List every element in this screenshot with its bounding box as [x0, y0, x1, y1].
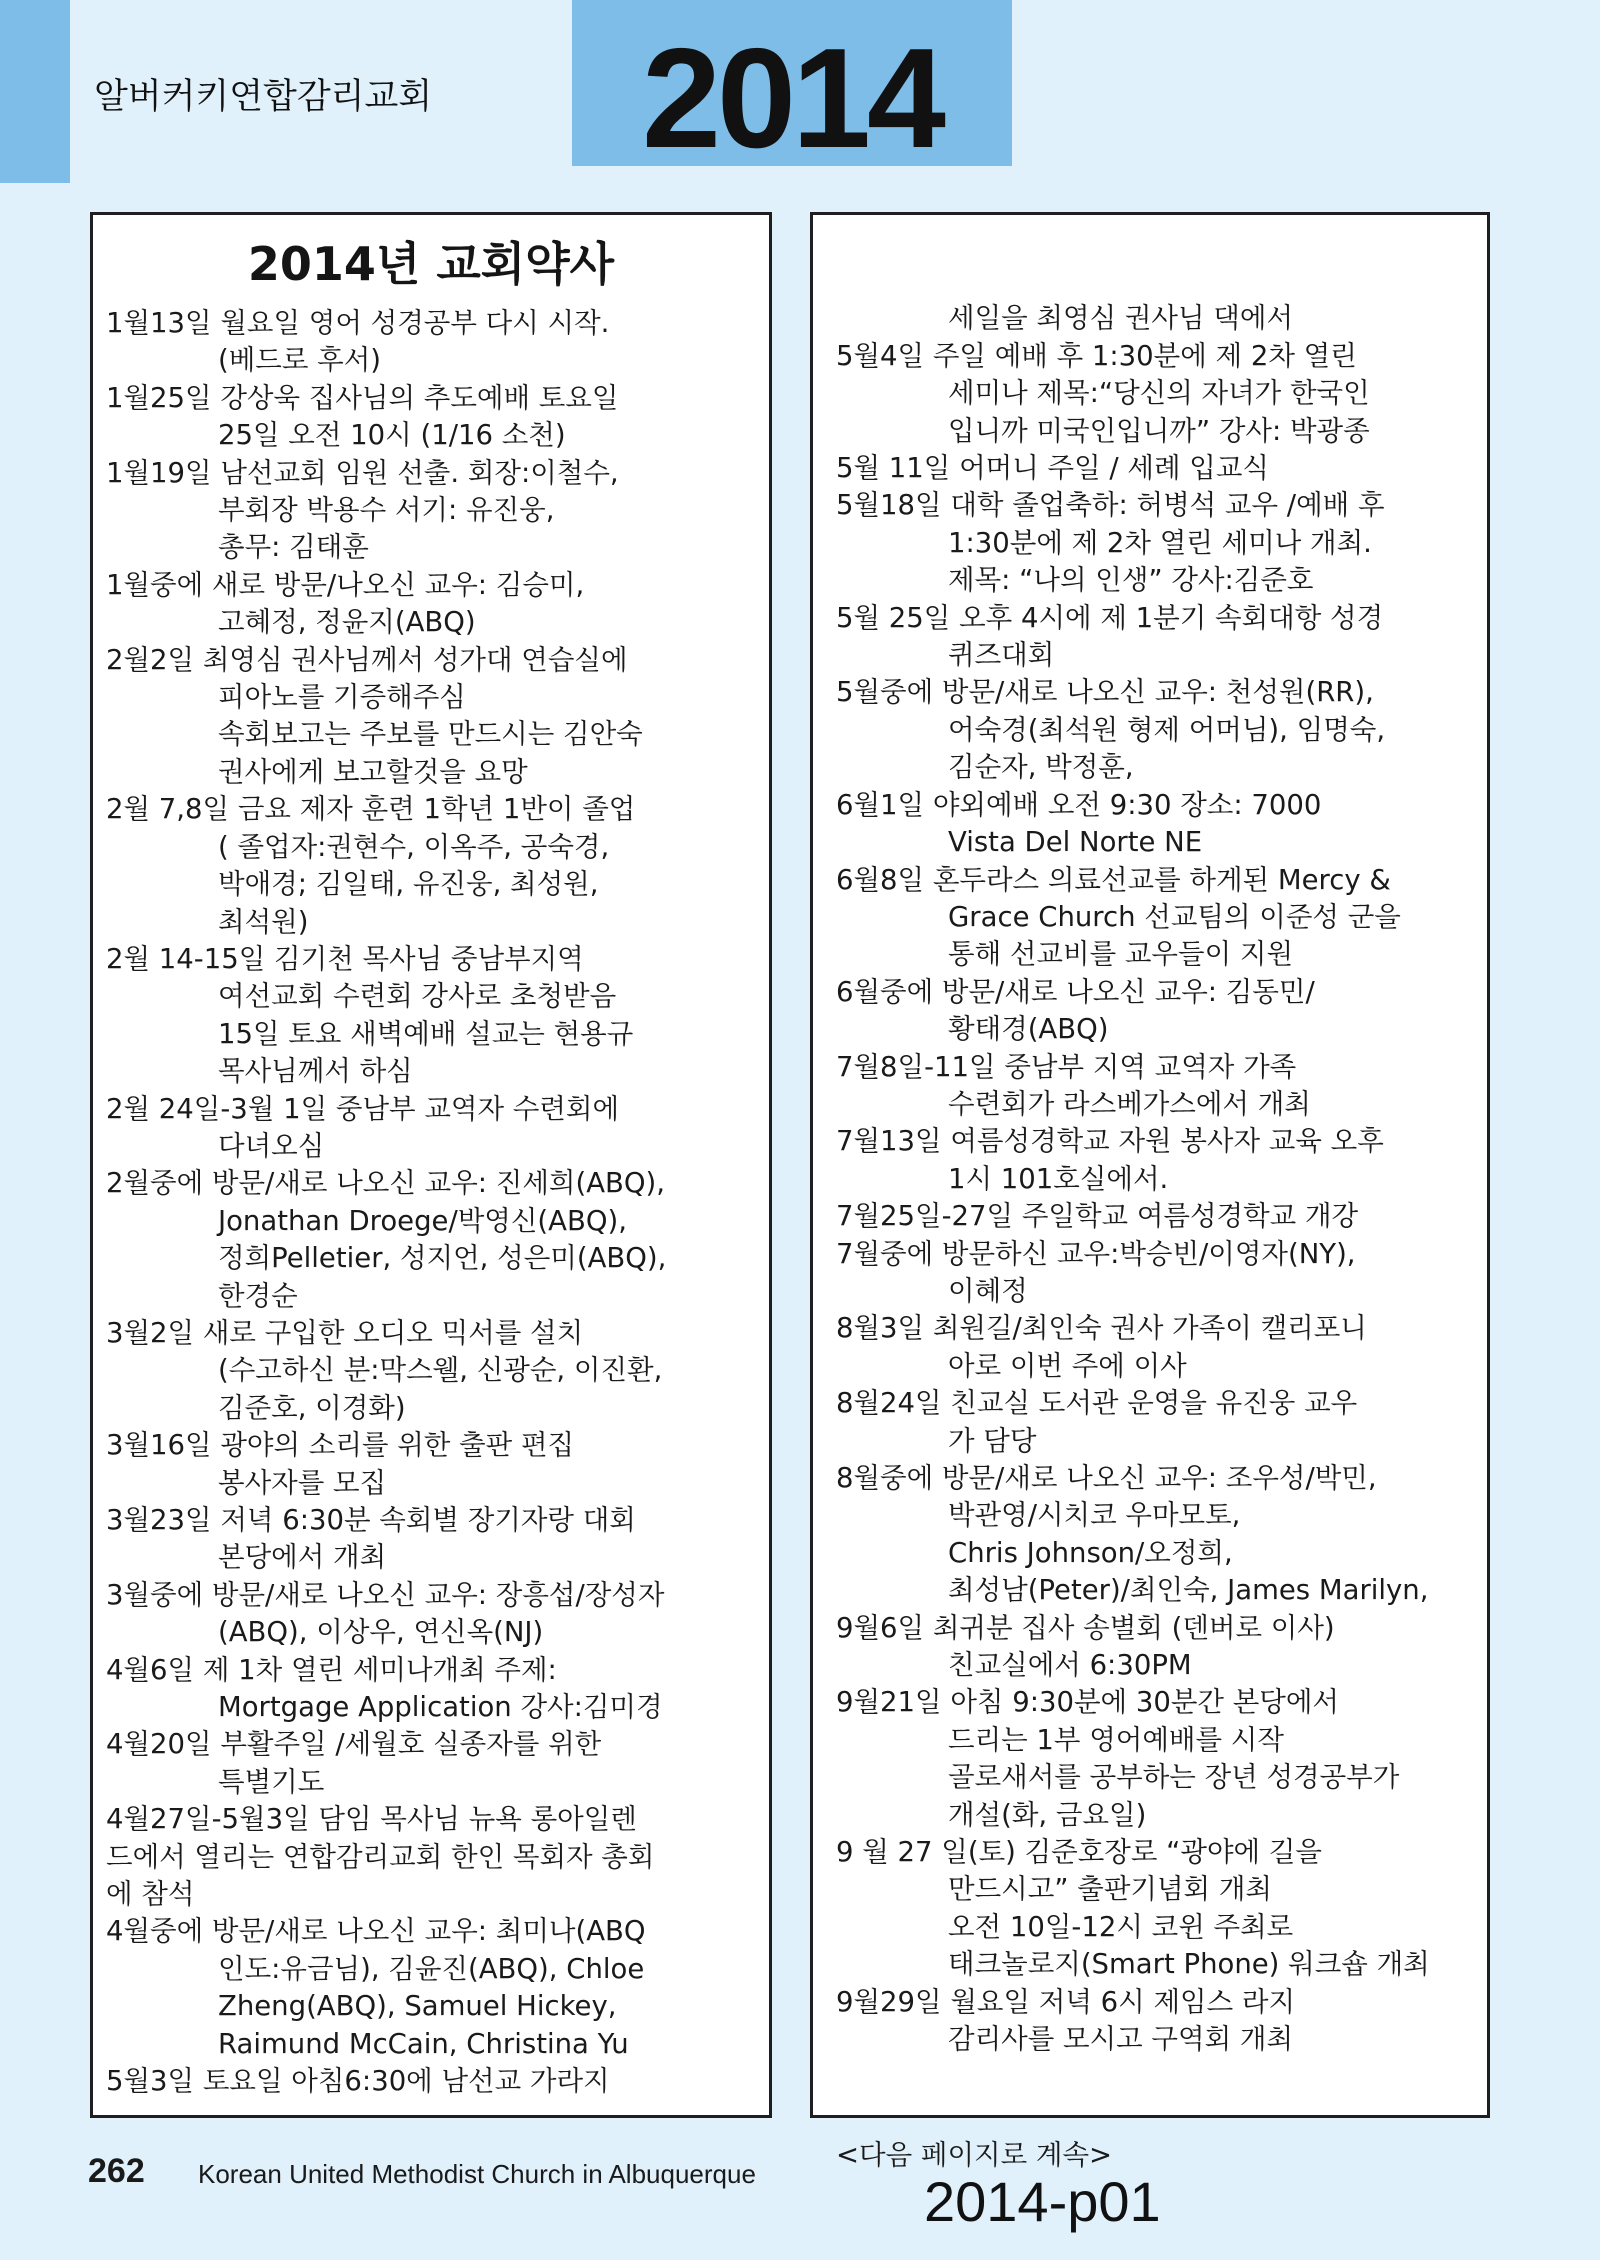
history-entry [836, 1834, 1487, 1984]
entry-line: (수고하신 분:막스웰, 신광순, 이진환, [218, 1354, 663, 1387]
entry-line: 9월29일 월요일 저녁 6시 제임스 라지 [836, 1985, 1296, 2018]
entry-line: 속회보고는 주보를 만드시는 김안숙 [218, 718, 643, 751]
entry-line: 1월13일 월요일 영어 성경공부 다시 시작. [106, 307, 610, 339]
history-entry [106, 1726, 763, 1801]
entry-line: 최성남(Peter)/최인숙, James Marilyn, [948, 1574, 1429, 1607]
entry-line: 5월4일 주일 예배 후 1:30분에 제 2차 열린 [836, 339, 1357, 372]
history-entry [836, 1123, 1487, 1198]
history-entry [836, 674, 1487, 786]
history-entry [836, 263, 1487, 338]
entry-line: 5월 25일 오후 4시에 제 1분기 속회대항 성경 [836, 601, 1384, 634]
entry-line: 어숙경(최석원 형제 어머님), 임명숙, [948, 713, 1386, 746]
entry-line: 최석원) [218, 905, 309, 938]
history-entry [106, 1091, 763, 1166]
history-entry [836, 1310, 1487, 1385]
entry-line: 고혜정, 정윤지(ABQ) [218, 606, 476, 639]
history-entry [836, 338, 1487, 450]
entry-line: 5월 11일 어머니 주일 / 세례 입교식 [836, 452, 1269, 485]
entry-line: Chris Johnson/오정희, [948, 1536, 1233, 1569]
entry-line: 입니까 미국인입니까” 강사: 박광종 [948, 414, 1370, 447]
page-id: 2014-p01 [924, 2170, 1161, 2233]
year-title: 2014 [642, 19, 942, 178]
entry-line: 여선교회 수련회 강사로 초청받음 [218, 980, 617, 1013]
entry-line: 제목: “나의 인생” 강사:김준호 [948, 564, 1314, 597]
entry-line: 특별기도 [218, 1765, 325, 1798]
entry-line: 7월25일-27일 주일학교 여름성경학교 개강 [836, 1200, 1359, 1233]
history-entry [106, 305, 763, 380]
entry-line: 3월16일 광야의 소리를 위한 출판 편집 [106, 1429, 575, 1462]
entry-line: 정희Pelletier, 성지언, 성은미(ABQ), [218, 1242, 667, 1275]
history-entry [106, 1502, 763, 1577]
entry-line: 부회장 박용수 서기: 유진웅, [218, 494, 555, 527]
entry-line: 6월8일 혼두라스 의료선교를 하게된 Mercy & [836, 863, 1391, 896]
entry-line: 목사님께서 하심 [218, 1055, 413, 1088]
entry-line: 한경순 [218, 1279, 298, 1312]
entry-line: 통해 선교비를 교우들이 지원 [948, 938, 1294, 971]
entry-line: 총무: 김태훈 [218, 531, 369, 564]
entry-line: 1월19일 남선교회 임원 선출. 회장:이철수, [106, 456, 619, 489]
entry-line: 25일 오전 10시 (1/16 소천) [218, 419, 566, 452]
entry-line: 가 담당 [948, 1424, 1037, 1457]
entry-line: 오전 10일-12시 코윈 주최로 [948, 1910, 1294, 1943]
entry-line: 3월중에 방문/새로 나오신 교우: 장흥섭/장성자 [106, 1578, 665, 1611]
history-entry [106, 2063, 763, 2100]
entry-line: 5월3일 토요일 아침6:30에 남선교 가라지 [106, 2065, 610, 2098]
entry-line: 황태경(ABQ) [948, 1013, 1109, 1046]
history-entry [836, 1385, 1487, 1460]
history-entry [836, 1198, 1487, 1235]
history-entry [836, 450, 1487, 487]
history-entry [106, 1165, 763, 1315]
entry-line: 8월중에 방문/새로 나오신 교우: 조우성/박민, [836, 1462, 1377, 1494]
entry-line: (베드로 후서) [218, 344, 382, 377]
history-entry [836, 787, 1487, 862]
entry-line: 9월6일 최귀분 집사 송별회 (덴버로 이사) [836, 1611, 1335, 1644]
entry-line: 박관영/시치코 우마모토, [948, 1499, 1241, 1532]
history-entry [106, 941, 763, 1091]
entry-line: 3월2일 새로 구입한 오디오 믹서를 설치 [106, 1316, 584, 1349]
entry-line: 세미나 제목:“당신의 자녀가 한국인 [948, 377, 1370, 410]
entry-line: 5월중에 방문/새로 나오신 교우: 천성원(RR), [836, 676, 1374, 709]
entry-line: 2월 24일-3월 1일 중남부 교역자 수련회에 [106, 1092, 620, 1125]
entry-line: Mortgage Application 강사:김미경 [218, 1691, 663, 1724]
history-entry [836, 974, 1487, 1049]
history-entry [106, 380, 763, 455]
entry-line: 피아노를 기증해주심 [218, 681, 466, 714]
entry-line: 드에서 열리는 연합감리교회 한인 목회자 총회 [106, 1840, 655, 1873]
entry-line: 2월 14-15일 김기천 목사님 중남부지역 [106, 942, 584, 975]
entry-line: 본당에서 개최 [218, 1541, 387, 1574]
church-name: 알버커키연합감리교회 [94, 77, 433, 117]
entry-line: 권사에게 보고할것을 요망 [218, 755, 528, 788]
history-entry [836, 1460, 1487, 1610]
entry-line: 태크놀로지(Smart Phone) 워크숍 개최 [948, 1948, 1430, 1981]
entry-line: 6월1일 야외예배 오전 9:30 장소: 7000 [836, 788, 1322, 821]
history-entry [106, 1577, 763, 1652]
entry-line: 드리는 1부 영어예배를 시작 [948, 1723, 1284, 1756]
entry-line: Jonathan Droege/박영신(ABQ), [218, 1204, 627, 1237]
entry-line: 감리사를 모시고 구역회 개최 [948, 2023, 1294, 2056]
entry-line: 아로 이번 주에 이사 [948, 1349, 1187, 1382]
entry-line: 4월중에 방문/새로 나오신 교우: 최미나(ABQ [106, 1915, 646, 1948]
entry-line: 개설(화, 금요일) [948, 1798, 1147, 1831]
entry-line: 7월8일-11일 중남부 지역 교역자 가족 [836, 1050, 1297, 1083]
entry-line: (ABQ), 이상우, 연신옥(NJ) [218, 1616, 544, 1649]
entry-line: 친교실에서 6:30PM [948, 1649, 1192, 1682]
entry-line: 2월중에 방문/새로 나오신 교우: 진세희(ABQ), [106, 1167, 665, 1200]
entry-line: Zheng(ABQ), Samuel Hickey, [218, 1990, 617, 2023]
entry-line: 5월18일 대학 졸업축하: 허병석 교우 /예배 후 [836, 489, 1385, 522]
history-entry [106, 455, 763, 567]
entry-line [836, 263, 1487, 300]
entry-line: 다녀오심 [218, 1129, 325, 1162]
history-entry [106, 1315, 763, 1427]
history-entry [836, 862, 1487, 974]
entry-line: 이혜정 [948, 1274, 1028, 1307]
history-entry [836, 1684, 1487, 1834]
history-entry [106, 1913, 763, 2063]
entry-line: 1:30분에 제 2차 열린 세미나 개최. [948, 526, 1372, 559]
entry-line: 7월중에 방문하신 교우:박승빈/이영자(NY), [836, 1237, 1356, 1270]
entry-line: 퀴즈대회 [948, 639, 1055, 672]
entry-line: 4월20일 부활주일 /세월호 실종자를 위한 [106, 1728, 602, 1761]
header-accent-strip [0, 0, 70, 183]
left-entry-list [93, 305, 769, 2101]
entry-line: Vista Del Norte NE [948, 826, 1203, 859]
history-entry [836, 1236, 1487, 1311]
entry-line: 2월 7,8일 금요 제자 훈련 1학년 1반이 졸업 [106, 793, 636, 826]
entry-line: 1월중에 새로 방문/나오신 교우: 김승미, [106, 568, 585, 601]
history-entry [106, 791, 763, 941]
entry-line: 김준호, 이경화) [218, 1391, 406, 1424]
entry-line: 1시 101호실에서. [948, 1162, 1169, 1195]
entry-line: 에 참석 [106, 1878, 195, 1911]
history-entry [106, 642, 763, 792]
right-entry-list [813, 215, 1487, 2059]
entry-line: 8월3일 최원길/최인숙 권사 가족이 캘리포니 [836, 1312, 1367, 1345]
history-title: 2014년 교회약사 [247, 237, 615, 291]
entry-line: 6월중에 방문/새로 나오신 교우: 김동민/ [836, 975, 1315, 1008]
history-entry [106, 1652, 763, 1727]
history-entry [106, 567, 763, 642]
entry-line: Grace Church 선교팀의 이준성 군을 [948, 900, 1401, 933]
entry-line: 15일 토요 새벽예배 설교는 현용규 [218, 1017, 634, 1050]
entry-line: ( 졸업자:권현수, 이옥주, 공숙경, [218, 830, 610, 863]
entry-line: 만드시고” 출판기념회 개최 [948, 1873, 1272, 1906]
history-entry [836, 1984, 1487, 2059]
entry-line: 7월13일 여름성경학교 자원 봉사자 교육 오후 [836, 1125, 1384, 1158]
history-entry [836, 1610, 1487, 1685]
entry-line: 4월6일 제 1차 열린 세미나개최 주제: [106, 1653, 557, 1686]
entry-line: 8월24일 친교실 도서관 운영을 유진웅 교우 [836, 1387, 1358, 1420]
history-entry [836, 1049, 1487, 1124]
entry-line: 골로새서를 공부하는 장년 성경공부가 [948, 1761, 1400, 1794]
continued-note: <다음 페이지로 계속> [836, 2138, 1113, 2171]
history-entry [836, 600, 1487, 675]
history-entry [106, 1801, 763, 1913]
history-entry [106, 1427, 763, 1502]
entry-line: 세일을 최영심 권사님 댁에서 [948, 302, 1294, 335]
entry-line: 3월23일 저녁 6:30분 속회별 장기자랑 대회 [106, 1504, 636, 1536]
entry-line: 4월27일-5월3일 담임 목사님 뉴욕 롱아일렌 [106, 1803, 637, 1836]
entry-line: 김순자, 박정훈, [948, 751, 1134, 784]
entry-line: 인도:유금님), 김윤진(ABQ), Chloe [218, 1952, 645, 1985]
entry-line: 박애경; 김일태, 유진웅, 최성원, [218, 868, 599, 901]
entry-line: 수련회가 라스베가스에서 개최 [948, 1087, 1311, 1120]
entry-line: 1월25일 강상욱 집사님의 추도예배 토요일 [106, 381, 619, 414]
entry-line: 봉사자를 모집 [218, 1466, 387, 1499]
right-column [810, 212, 1490, 2171]
entry-line: Raimund McCain, Christina Yu [218, 2027, 629, 2060]
entry-line: 2월2일 최영심 권사님께서 성가대 연습실에 [106, 643, 628, 676]
entry-line: 9 월 27 일(토) 김준호장로 “광야에 길을 [836, 1836, 1322, 1869]
left-column [90, 212, 772, 2118]
page-number: 262 [88, 2152, 145, 2190]
footer-church-name: Korean United Methodist Church in Albuquerque [198, 2159, 756, 2189]
entry-line: 9월21일 아침 9:30분에 30분간 본당에서 [836, 1686, 1339, 1719]
history-entry [836, 487, 1487, 599]
